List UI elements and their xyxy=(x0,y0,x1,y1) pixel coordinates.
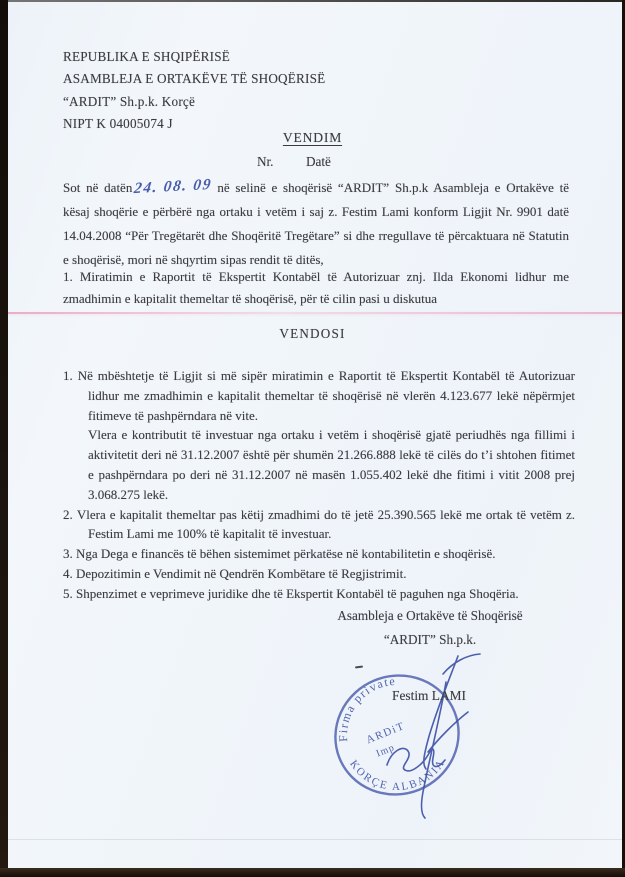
stamp-svg xyxy=(315,652,515,822)
stamp-arc-bottom-text: KORÇE ALBANIA xyxy=(347,756,448,794)
round-stamp-icon xyxy=(317,655,477,813)
decision-item-1 xyxy=(63,366,575,425)
signatory-name: Festim LAMI xyxy=(392,688,467,703)
decision-item-4 xyxy=(63,564,575,584)
decision-5-number: 5. xyxy=(63,585,73,601)
header-assembly-line: ASAMBLEJA E ORTAKËVE TË SHOQËRISË xyxy=(63,71,326,87)
closing-company-line: “ARDIT” Sh.p.k. xyxy=(383,632,477,647)
intro-body: në selinë e shoqërisë “ARDIT” Sh.p.k Asambleja e Ortakëve të kësaj shoqërie e përbërë nga ortaku i vetëm i saj z. Festim Lami konform Ligjit Nr. 9901 datë 14.04.2008 “Për Tregëtarët dhe Shoqëritë Tregëtare” si dhe rregullave të përcaktuara në Statutin e shoqërisë, mori në shqyrtim sipas rendit të ditës, xyxy=(63,180,570,267)
decision-3-number: 3. xyxy=(63,546,73,562)
scan-artifact-pink-line xyxy=(0,312,625,314)
document-header xyxy=(63,46,325,136)
stamp-center-line2: Imp xyxy=(374,742,397,760)
number-label: Nr. xyxy=(257,154,274,169)
scan-edge-bottom xyxy=(0,868,625,877)
handwritten-date: 24. 08. 09 xyxy=(133,175,214,198)
decision-4-text: Depozitimin e Vendimit në Qendrën Kombëtare të Regjistrimit. xyxy=(76,565,407,581)
decision-heading: VENDOSI xyxy=(279,326,346,341)
decision-1-continuation: Vlera e kontributit të investuar nga ortaku i vetëm i shoqërisë gjatë periudhës nga fillimi i aktivitetit deri në 31.12.2007 është për shumën 21.266.888 lekë të cilës do t’i shtohen fitimet e pashpërndara po deri në 31.12.2007 në masën 1.055.402 lekë dhe fitimi i vitit 2008 prej 3.068.275 lekë. xyxy=(88,427,575,502)
decision-item-5 xyxy=(63,584,575,604)
header-nipt-line: NIPT K 04005074 J xyxy=(63,116,173,132)
stamp-center-line1: ARDiT xyxy=(364,719,407,747)
intro-prefix: Sot në datën xyxy=(63,180,133,195)
stamp-arc-top-text: Firma private xyxy=(335,673,397,743)
scan-fold-line xyxy=(0,839,625,840)
decision-5-text: Shpenzimet e veprimeve juridike dhe të Ekspertit Kontabël të paguhen nga Shoqëria. xyxy=(76,585,519,601)
decision-4-number: 4. xyxy=(63,565,73,581)
document-title xyxy=(0,130,625,146)
company-stamp-and-signature xyxy=(315,652,515,822)
decision-3-text: Nga Dega e financës të bëhen sistemimet përkatëse në kontabilitetin e shoqërisë. xyxy=(76,546,496,562)
decision-2-number: 2. xyxy=(63,506,73,522)
closing-assembly-line: Asambleja e Ortakëve të Shoqërisë xyxy=(337,608,523,623)
closing-block xyxy=(318,604,542,652)
decision-item-2 xyxy=(63,505,575,545)
intro-paragraph xyxy=(63,176,569,272)
decision-2-text: Vlera e kapitalit themeltar pas këtij zmadhimi do të jetë 25.390.565 lekë me ortak të vetëm z. Festim Lami me 100% të kapitalit të investuar. xyxy=(76,506,575,542)
decision-1-number: 1. xyxy=(63,368,73,383)
decision-item-3 xyxy=(63,544,575,564)
document-title-text: VENDIM xyxy=(282,130,343,145)
agenda-item: 1. Miratimin e Raportit të Ekspertit Kontabël të Autorizuar znj. Ilda Ekonomi lidhur me zmadhimin e kapitalit themeltar të shoqërisë, për të cilin pasi u diskutua xyxy=(63,269,569,306)
decisions-list xyxy=(63,366,575,604)
svg-text:KORÇE ALBANIA xyxy=(346,727,452,810)
decision-1-text: Në mbështetje të Ligjit si më sipër miratimin e Raportit të Ekspertit Kontabël të Autorizuar lidhur me zmadhimin e kapitalit themeltar të shoqërisë në vlerën 4.123.677 lekë nëpërmjet fitimeve të pashpërndara në vite. xyxy=(77,368,576,423)
header-company-line: “ARDIT” Sh.p.k. Korçë xyxy=(63,93,196,109)
date-label: Datë xyxy=(306,154,331,169)
scan-edge-left xyxy=(0,0,8,877)
header-republic-line: REPUBLIKA E SHQIPËRISË xyxy=(63,49,231,64)
scan-edge-top xyxy=(0,0,625,2)
